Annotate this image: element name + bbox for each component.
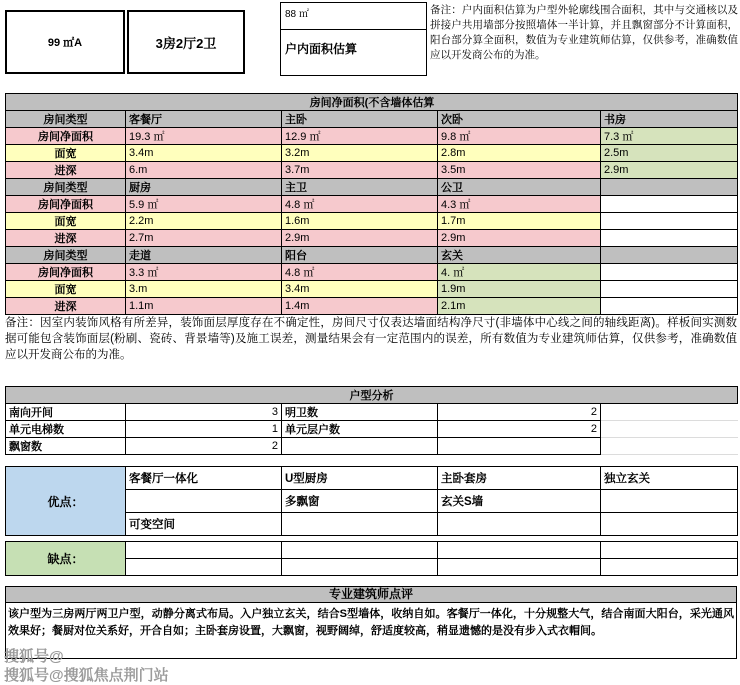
value-cell: 1.7m: [438, 213, 601, 230]
table-row: [6, 404, 738, 421]
value-cell: 4.8 ㎡: [282, 196, 438, 213]
table-row: [6, 230, 738, 247]
advantage-cell: 独立玄关: [601, 467, 738, 490]
room-name-cell: 走道: [126, 247, 282, 264]
review-title: 专业建筑师点评: [5, 586, 737, 603]
review-text: 该户型为三房两厅两卫户型，动静分离式布局。入户独立玄关，结合S型墙体，收纳自如。客餐厅一体化，十分规整大气，结合南面大阳台，采光通风效果好；餐厨对位关系好，开合自如；主卧套房设置，大飘窗，视野阔绰，舒适度较高，稍显遗憾的是没有步入式衣帽间。: [5, 602, 737, 659]
estimate-title: 户内面积估算: [285, 42, 358, 56]
row-header-cell: 进深: [6, 230, 126, 247]
disadvantage-cell: [601, 559, 738, 576]
measurement-note-text: 备注：因室内装饰风格有所差异，装饰面层厚度存在不确定性，房间尺寸仅表达墙面结构净尺寸(非墙体中心线之间的轴线距离)。样板间实测数据可能包含装饰面层(粉刷、瓷砖、背景墙等)及施工误差，测量结果会有一定范围内的误差，所有数值为专业建筑师估算，仅供参考，准确数值应以开发商公布的为准。: [5, 317, 737, 361]
room-name-cell: 次卧: [438, 111, 601, 128]
row-header-cell: 进深: [6, 298, 126, 315]
row-header-cell: 房间类型: [6, 179, 126, 196]
row-header-cell: 房间净面积: [6, 264, 126, 281]
advantages-table: [5, 466, 738, 536]
value-cell: 3.2m: [282, 145, 438, 162]
advantage-cell: 可变空间: [126, 513, 282, 536]
room-area-table: [5, 93, 738, 315]
table-row: [6, 438, 738, 455]
value-cell: 3.4m: [126, 145, 282, 162]
room-name-cell: 玄关: [438, 247, 601, 264]
room-name-cell: 主卫: [282, 179, 438, 196]
value-cell: 2.9m: [438, 230, 601, 247]
analysis-key: 南向开间: [6, 404, 126, 421]
analysis-value: 3: [126, 404, 282, 421]
disadvantage-cell: [438, 559, 601, 576]
row-header-cell: 进深: [6, 162, 126, 179]
row-header-cell: 房间净面积: [6, 128, 126, 145]
row-header-cell: 面宽: [6, 145, 126, 162]
advantage-cell: 玄关S墙: [438, 490, 601, 513]
disadvantage-cell: [282, 542, 438, 559]
value-cell: 7.3 ㎡: [601, 128, 738, 145]
value-cell: 4.3 ㎡: [438, 196, 601, 213]
table-row: [6, 213, 738, 230]
value-cell: 2.9m: [282, 230, 438, 247]
analysis-key: 明卫数: [282, 404, 438, 421]
empty-cell: [601, 404, 738, 421]
value-cell: 1.9m: [438, 281, 601, 298]
value-cell: 12.9 ㎡: [282, 128, 438, 145]
room-name-cell: [601, 247, 738, 264]
room-name-cell: 客餐厅: [126, 111, 282, 128]
room-name-cell: 公卫: [438, 179, 601, 196]
analysis-key: 单元电梯数: [6, 421, 126, 438]
value-cell: 2.8m: [438, 145, 601, 162]
value-cell: 3.4m: [282, 281, 438, 298]
analysis-value: 2: [126, 438, 282, 455]
value-cell: [601, 264, 738, 281]
value-cell: 1.4m: [282, 298, 438, 315]
room-table-title-row: [6, 94, 738, 111]
analysis-key: 飘窗数: [6, 438, 126, 455]
value-cell: 3.7m: [282, 162, 438, 179]
estimate-box: [280, 2, 427, 76]
watermark: 搜狐号@搜狐焦点荆门站: [4, 667, 169, 684]
room-name-cell: 主卧: [282, 111, 438, 128]
analysis-value: [438, 438, 601, 455]
value-cell: 2.2m: [126, 213, 282, 230]
advantages-label: 优点：: [6, 467, 126, 536]
value-cell: 2.7m: [126, 230, 282, 247]
room-table-title: 房间净面积(不含墙体估算: [6, 94, 738, 111]
disadvantage-cell: [126, 542, 282, 559]
value-cell: [601, 298, 738, 315]
unit-analysis-table: [5, 386, 738, 455]
advantage-cell: [601, 513, 738, 536]
advantage-cell: 主卧套房: [438, 467, 601, 490]
value-cell: 4. ㎡: [438, 264, 601, 281]
table-row: [6, 196, 738, 213]
advantage-cell: 客餐厅一体化: [126, 467, 282, 490]
table-row: [6, 111, 738, 128]
row-header-cell: 房间类型: [6, 111, 126, 128]
analysis-value: 2: [438, 421, 601, 438]
value-cell: 19.3 ㎡: [126, 128, 282, 145]
advantage-cell: U型厨房: [282, 467, 438, 490]
disadvantage-cell: [282, 559, 438, 576]
table-row: [6, 128, 738, 145]
table-row: [6, 467, 738, 490]
disadvantages-label: 缺点：: [6, 542, 126, 576]
analysis-title-row: [6, 387, 738, 404]
empty-cell: [601, 438, 738, 455]
value-cell: 2.9m: [601, 162, 738, 179]
analysis-title: 户型分析: [6, 387, 738, 404]
analysis-key: [282, 438, 438, 455]
table-row: [6, 179, 738, 196]
value-cell: [601, 230, 738, 247]
room-name-cell: 书房: [601, 111, 738, 128]
analysis-key: 单元层户数: [282, 421, 438, 438]
value-cell: 1.6m: [282, 213, 438, 230]
unit-area-box: 99 ㎡A: [5, 10, 125, 74]
table-row: [6, 421, 738, 438]
value-cell: 3.m: [126, 281, 282, 298]
value-cell: 4.8 ㎡: [282, 264, 438, 281]
value-cell: [601, 213, 738, 230]
room-name-cell: 厨房: [126, 179, 282, 196]
analysis-value: 2: [438, 404, 601, 421]
advantage-cell: [438, 513, 601, 536]
advantage-cell: 多飘窗: [282, 490, 438, 513]
table-row: [6, 264, 738, 281]
row-header-cell: 面宽: [6, 213, 126, 230]
value-cell: [601, 281, 738, 298]
table-row: [6, 298, 738, 315]
value-cell: 3.3 ㎡: [126, 264, 282, 281]
table-row: [6, 247, 738, 264]
row-header-cell: 面宽: [6, 281, 126, 298]
room-name-cell: 阳台: [282, 247, 438, 264]
value-cell: 9.8 ㎡: [438, 128, 601, 145]
watermark-partial: 搜狐号@: [4, 648, 64, 665]
disadvantage-cell: [438, 542, 601, 559]
value-cell: [601, 196, 738, 213]
empty-cell: [601, 421, 738, 438]
room-name-cell: [601, 179, 738, 196]
value-cell: 3.5m: [438, 162, 601, 179]
value-cell: 2.5m: [601, 145, 738, 162]
advantage-cell: [126, 490, 282, 513]
value-cell: 2.1m: [438, 298, 601, 315]
analysis-value: 1: [126, 421, 282, 438]
unit-layout-box: 3房2厅2卫: [127, 10, 245, 74]
row-header-cell: 房间净面积: [6, 196, 126, 213]
table-row: [6, 281, 738, 298]
table-row: [6, 162, 738, 179]
value-cell: 6.m: [126, 162, 282, 179]
header-remark-text: 备注：户内面积估算为户型外轮廓线围合面积，其中与交通核以及拼接户共用墙部分按照墙体一半计算，并且飘窗部分不计算面积，阳台部分算全面积，数值为专业建筑师估算，仅供参考，准确数值应以开发商公布的为准。: [430, 4, 738, 61]
table-row: [6, 145, 738, 162]
gross-area-value: 88 ㎡: [281, 3, 426, 30]
advantage-cell: [601, 490, 738, 513]
disadvantages-table: [5, 541, 738, 576]
table-row: [6, 542, 738, 559]
disadvantage-cell: [601, 542, 738, 559]
value-cell: 1.1m: [126, 298, 282, 315]
disadvantage-cell: [126, 559, 282, 576]
value-cell: 5.9 ㎡: [126, 196, 282, 213]
row-header-cell: 房间类型: [6, 247, 126, 264]
advantage-cell: [282, 513, 438, 536]
